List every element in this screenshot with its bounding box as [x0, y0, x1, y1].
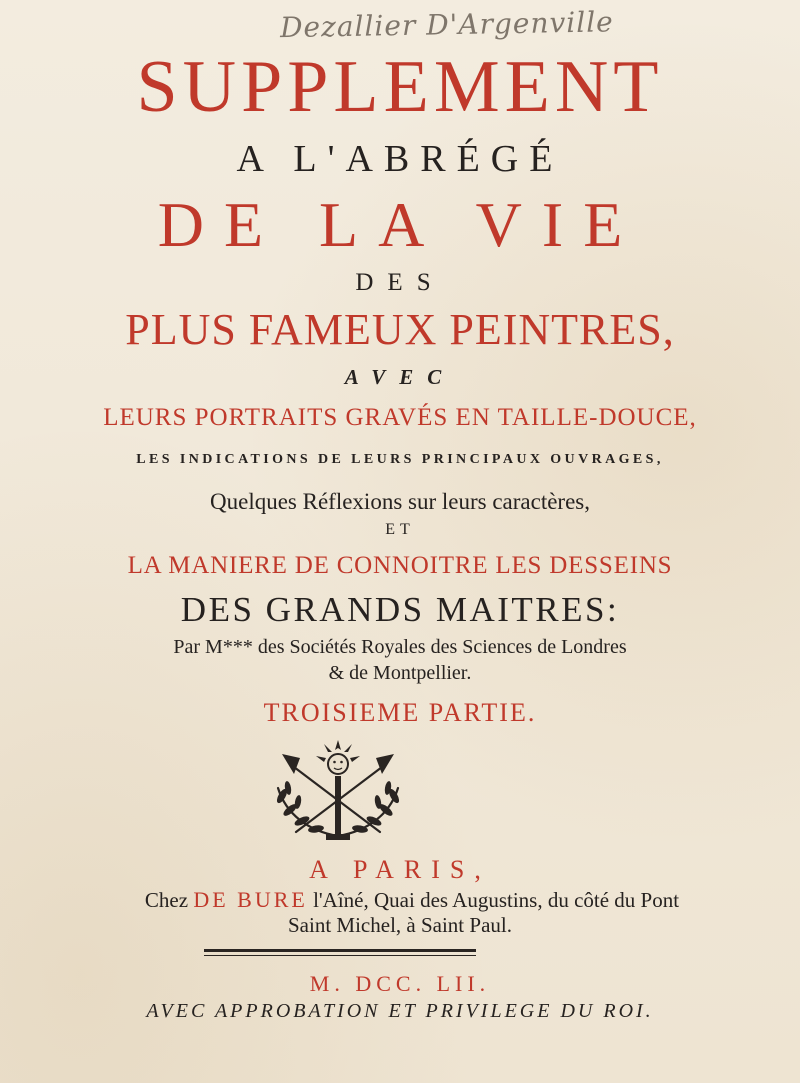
- imprint-place: A PARIS,: [309, 855, 491, 884]
- handwritten-inscription: Dezallier D'Argenville: [279, 5, 614, 45]
- double-rule: [204, 949, 476, 956]
- imprint-chez: Chez: [144, 888, 189, 912]
- imprint-date: M. DCC. LII.: [309, 971, 491, 996]
- title-line-11: LA MANIERE DE CONNOITRE LES DESSEINS: [127, 552, 673, 579]
- title-line-4: DES: [355, 269, 445, 296]
- title-line-8: LES INDICATIONS DE LEURS PRINCIPAUX OUVRAGES,: [136, 452, 664, 467]
- title-line-2: A L'ABRÉGÉ: [236, 138, 564, 180]
- printers-ornament-icon: [268, 736, 408, 848]
- part-label: TROISIEME PARTIE.: [263, 698, 537, 727]
- privilege-notice: AVEC APPROBATION ET PRIVILEGE DU ROI.: [146, 1000, 654, 1022]
- title-line-3: DE LA VIE: [157, 189, 643, 260]
- imprint-address-2: Saint Michel, à Saint Paul.: [288, 913, 512, 937]
- imprint-publisher-name: DE BURE: [193, 887, 308, 912]
- title-line-9: Quelques Réflexions sur leurs caractères,: [210, 489, 590, 514]
- title-line-10: ET: [385, 521, 415, 538]
- title-line-7: LEURS PORTRAITS GRAVÉS EN TAILLE-DOUCE,: [103, 404, 697, 431]
- title-line-6: AVEC: [344, 365, 456, 389]
- title-line-5: PLUS FAMEUX PEINTRES,: [125, 305, 675, 354]
- title-line-12: DES GRANDS MAITRES:: [180, 590, 620, 629]
- imprint-address-1: l'Aîné, Quai des Augustins, du côté du Pont: [313, 888, 680, 912]
- author-line-2: & de Montpellier.: [328, 662, 472, 684]
- main-title: SUPPLEMENT: [136, 46, 664, 128]
- author-line-1: Par M*** des Sociétés Royales des Sciences de Londres: [173, 636, 627, 658]
- imprint-publisher-line: [0, 889, 800, 911]
